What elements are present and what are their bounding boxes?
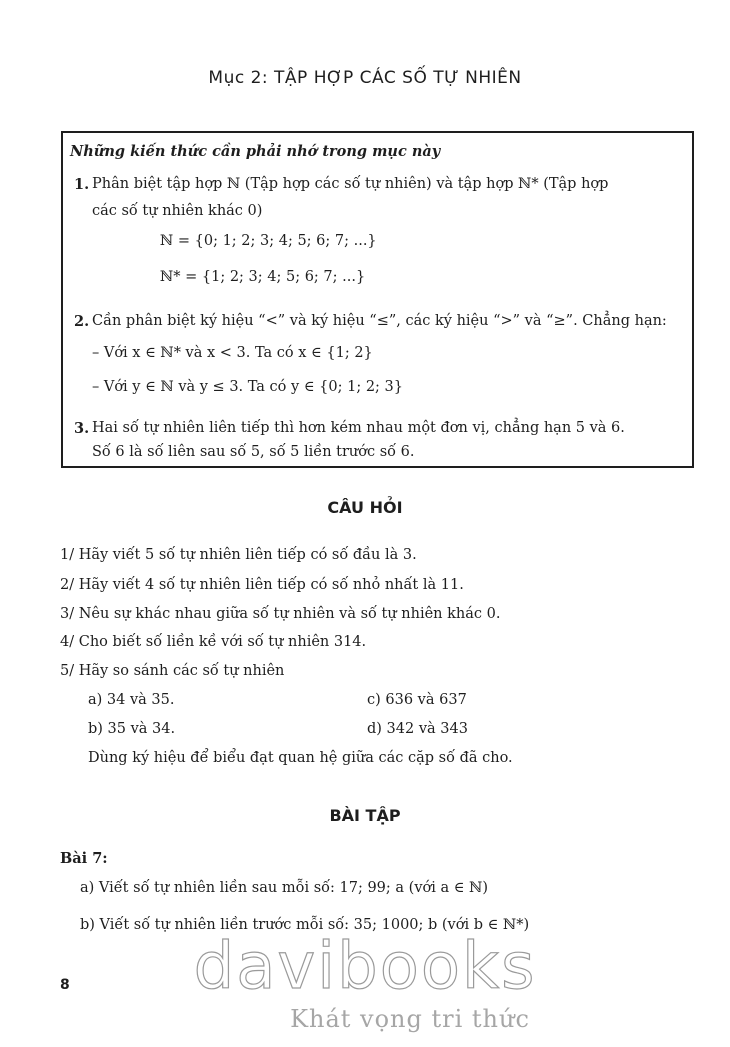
question-5a: a) 34 và 35. xyxy=(88,692,175,708)
item2-example2: – Với y ∈ ℕ và y ≤ 3. Ta có y ∈ {0; 1; 2; 3} xyxy=(92,379,403,395)
page-number: 8 xyxy=(60,977,70,993)
exercise-7b: b) Viết số tự nhiên liền trước mỗi số: 35; 1000; b (với b ∈ ℕ*) xyxy=(80,917,530,933)
questions-heading: CÂU HỎI xyxy=(327,498,403,517)
exercise-7-title: Bài 7: xyxy=(60,850,108,867)
question-2: 2/ Hãy viết 4 số tự nhiên liên tiếp có số nhỏ nhất là 11. xyxy=(60,577,464,593)
item3-number: 3. xyxy=(74,420,90,437)
item2-number: 2. xyxy=(74,313,90,330)
question-5b: b) 35 và 34. xyxy=(88,721,176,737)
box-heading: Những kiến thức cần phải nhớ trong mục này xyxy=(70,143,441,160)
item2-text: Cần phân biệt ký hiệu “<” và ký hiệu “≤”, các ký hiệu “>” và “≥”. Chẳng hạn: xyxy=(92,313,667,329)
watermark-brand: davibooks xyxy=(193,930,537,1004)
item3-text-line2: Số 6 là số liên sau số 5, số 5 liền trước số 6. xyxy=(92,444,415,460)
formula-n-star: ℕ* = {1; 2; 3; 4; 5; 6; 7; ...} xyxy=(160,269,366,285)
question-4: 4/ Cho biết số liền kề với số tự nhiên 314. xyxy=(60,634,367,650)
section-title: Mục 2: TẬP HỢP CÁC SỐ TỰ NHIÊN xyxy=(208,68,522,88)
item1-text-line2: các số tự nhiên khác 0) xyxy=(92,203,263,219)
question-5d: d) 342 và 343 xyxy=(367,721,468,737)
exercises-heading: BÀI TẬP xyxy=(329,806,401,825)
formula-n: ℕ = {0; 1; 2; 3; 4; 5; 6; 7; ...} xyxy=(160,233,377,249)
item1-number: 1. xyxy=(74,176,90,193)
question-3: 3/ Nêu sự khác nhau giữa số tự nhiên và số tự nhiên khác 0. xyxy=(60,606,501,622)
exercise-7a: a) Viết số tự nhiên liền sau mỗi số: 17; 99; a (với a ∈ ℕ) xyxy=(80,880,488,896)
question-5: 5/ Hãy so sánh các số tự nhiên xyxy=(60,663,285,679)
watermark-tagline: Khát vọng tri thức xyxy=(290,1005,530,1033)
item1-text-line1: Phân biệt tập hợp ℕ (Tập hợp các số tự nhiên) và tập hợp ℕ* (Tập hợp xyxy=(92,176,609,192)
item2-example1: – Với x ∈ ℕ* và x < 3. Ta có x ∈ {1; 2} xyxy=(92,345,373,361)
question-5c: c) 636 và 637 xyxy=(367,692,467,708)
question-5-note: Dùng ký hiệu để biểu đạt quan hệ giữa các cặp số đã cho. xyxy=(88,750,513,766)
item3-text-line1: Hai số tự nhiên liên tiếp thì hơn kém nhau một đơn vị, chẳng hạn 5 và 6. xyxy=(92,420,625,436)
question-1: 1/ Hãy viết 5 số tự nhiên liên tiếp có số đầu là 3. xyxy=(60,547,417,563)
